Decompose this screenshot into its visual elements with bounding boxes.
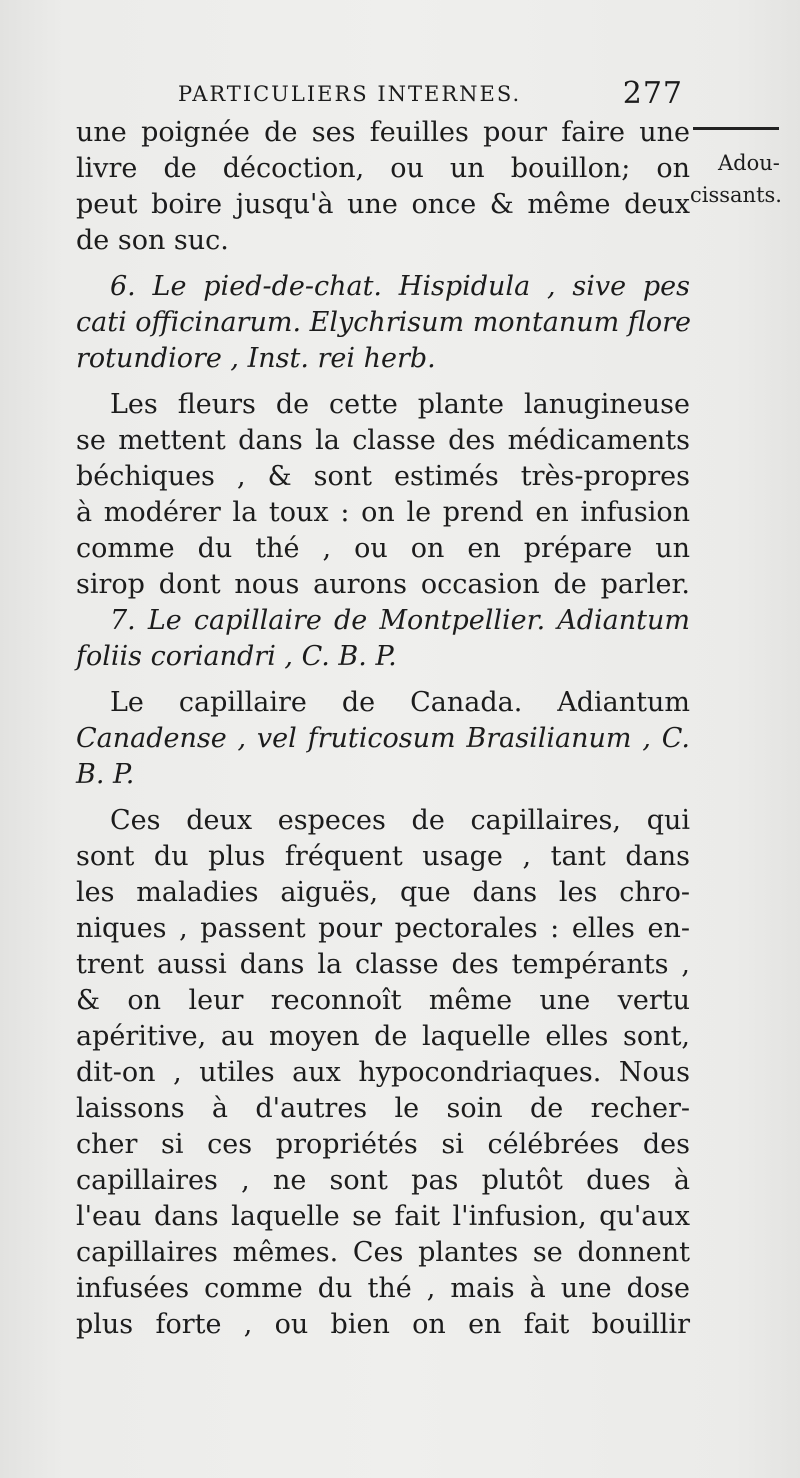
marginal-note-line-1: Adou- bbox=[718, 151, 780, 175]
body-text bbox=[76, 115, 690, 1343]
text-line: capillaires mêmes. Ces plantes se donnent bbox=[76, 1237, 690, 1268]
text-line: Les fleurs de cette plante lanugineuse bbox=[110, 389, 690, 420]
marginal-note-line-2: cissants. bbox=[690, 183, 782, 207]
marginal-rule bbox=[693, 127, 779, 130]
text-line: sont du plus fréquent usage , tant dans bbox=[76, 841, 690, 872]
page-number: 277 bbox=[622, 76, 683, 111]
text-line: béchiques , & sont estimés très-propres bbox=[76, 461, 690, 492]
entry-heading-7: 7. Le capillaire de Montpellier. Adiantum bbox=[110, 605, 690, 636]
text-line: infusées comme du thé , mais à une dose bbox=[76, 1273, 690, 1304]
text-line: capillaires , ne sont pas plutôt dues à bbox=[76, 1165, 690, 1196]
text-line: & on leur reconnoît même une vertu bbox=[76, 985, 690, 1016]
running-header bbox=[178, 76, 683, 111]
text-line: Ces deux especes de capillaires, qui bbox=[110, 805, 690, 836]
text-line: de son suc. bbox=[76, 225, 229, 256]
text-line: peut boire jusqu'à une once & même deux bbox=[76, 189, 690, 220]
text-line: Canadense , vel fruticosum Brasilianum , C. bbox=[76, 723, 690, 754]
text-line: B. P. bbox=[76, 759, 135, 790]
text-line: cati officinarum. Elychrisum montanum flore bbox=[76, 307, 692, 338]
text-line: se mettent dans la classe des médicaments bbox=[76, 425, 690, 456]
text-line: apéritive, au moyen de laquelle elles sont, bbox=[76, 1021, 690, 1052]
text-line: sirop dont nous aurons occasion de parler. bbox=[76, 569, 690, 600]
text-line: à modérer la toux : on le prend en infusion bbox=[76, 497, 690, 528]
text-line: niques , passent pour pectorales : elles en- bbox=[76, 913, 690, 944]
text-line: laissons à d'autres le soin de recher- bbox=[76, 1093, 690, 1124]
text-line: les maladies aiguës, que dans les chro- bbox=[76, 877, 690, 908]
text-line: une poignée de ses feuilles pour faire une bbox=[76, 117, 690, 148]
text-line: rotundiore , Inst. rei herb. bbox=[76, 343, 436, 374]
text-line: dit-on , utiles aux hypocondriaques. Nous bbox=[76, 1057, 690, 1088]
text-line: l'eau dans laquelle se fait l'infusion, qu'aux bbox=[76, 1201, 690, 1232]
running-title: PARTICULIERS INTERNES. bbox=[178, 82, 522, 106]
marginal-note bbox=[690, 147, 800, 211]
text-line: comme du thé , ou on en prépare un bbox=[76, 533, 690, 564]
text-line: foliis coriandri , C. B. P. bbox=[76, 641, 397, 672]
text-line: livre de décoction, ou un bouillon; on bbox=[76, 153, 690, 184]
text-line: trent aussi dans la classe des tempérants , bbox=[76, 949, 690, 980]
text-line: plus forte , ou bien on en fait bouillir bbox=[76, 1309, 690, 1340]
entry-heading-6: 6. Le pied-de-chat. Hispidula , sive pes bbox=[110, 271, 690, 302]
text-line: Le capillaire de Canada. Adiantum bbox=[110, 687, 690, 718]
text-line: cher si ces propriétés si célébrées des bbox=[76, 1129, 690, 1160]
